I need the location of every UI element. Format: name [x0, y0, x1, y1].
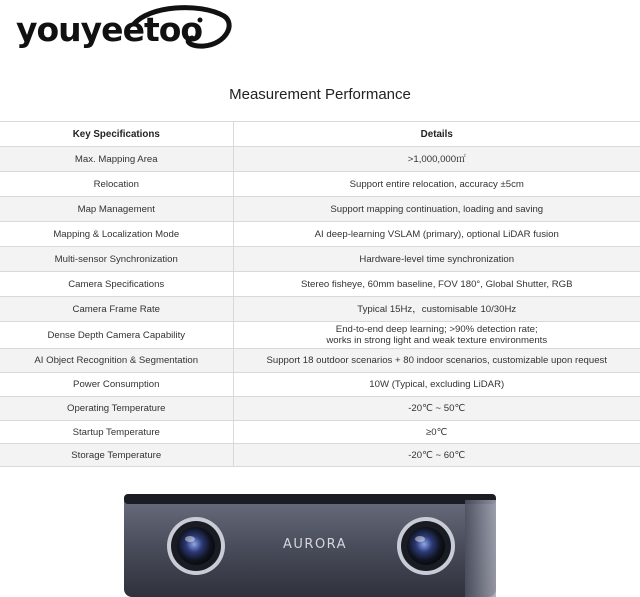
row-key: Camera Frame Rate	[0, 297, 233, 322]
brand-logo	[14, 4, 234, 62]
spec-table	[0, 121, 640, 467]
row-key: Mapping & Localization Mode	[0, 222, 233, 247]
row-key: Multi-sensor Synchronization	[0, 247, 233, 272]
row-value: Typical 15Hz，customisable 10/30Hz	[233, 297, 640, 322]
row-value: >1,000,000㎡	[233, 147, 640, 172]
row-key: Relocation	[0, 172, 233, 197]
logo-text: youyeetoo	[16, 10, 203, 49]
row-value: 10W (Typical, excluding LiDAR)	[233, 373, 640, 397]
row-value: Support entire relocation, accuracy ±5cm	[233, 172, 640, 197]
device-brand-label: AURORA	[283, 537, 348, 552]
row-value: ≥0℃	[233, 421, 640, 444]
row-key: Max. Mapping Area	[0, 147, 233, 172]
table-row	[0, 222, 640, 247]
table-row	[0, 197, 640, 222]
row-value: Support 18 outdoor scenarios + 80 indoor scenarios, customizable upon request	[233, 349, 640, 373]
row-key: Dense Depth Camera Capability	[0, 322, 233, 349]
row-value: -20℃ ~ 60℃	[233, 444, 640, 467]
row-value: Support mapping continuation, loading and saving	[233, 197, 640, 222]
table-row	[0, 172, 640, 197]
row-value-line-1: End-to-end deep learning; >90% detection rate;	[335, 324, 538, 335]
table-header-row	[0, 122, 640, 147]
row-key: Startup Temperature	[0, 421, 233, 444]
row-key: Power Consumption	[0, 373, 233, 397]
row-key: AI Object Recognition & Segmentation	[0, 349, 233, 373]
row-key: Map Management	[0, 197, 233, 222]
header-key-specifications: Key Specifications	[0, 122, 233, 147]
table-row	[0, 297, 640, 322]
table-row	[0, 349, 640, 373]
row-key: Camera Specifications	[0, 272, 233, 297]
table-row	[0, 322, 640, 349]
row-value: Stereo fisheye, 60mm baseline, FOV 180°, Global Shutter, RGB	[233, 272, 640, 297]
right-lens	[397, 517, 455, 575]
row-key: Operating Temperature	[0, 397, 233, 421]
table-row	[0, 373, 640, 397]
header-details: Details	[233, 122, 640, 147]
row-value	[233, 322, 640, 349]
table-row	[0, 272, 640, 297]
section-title: Measurement Performance	[229, 86, 411, 103]
row-key: Storage Temperature	[0, 444, 233, 467]
table-row	[0, 147, 640, 172]
table-row	[0, 421, 640, 444]
row-value-line-2: works in strong light and weak texture environments	[326, 335, 548, 346]
row-value: Hardware-level time synchronization	[233, 247, 640, 272]
table-row	[0, 247, 640, 272]
table-row	[0, 397, 640, 421]
row-value: -20℃ ~ 50℃	[233, 397, 640, 421]
table-row	[0, 444, 640, 467]
row-value: AI deep-learning VSLAM (primary), optional LiDAR fusion	[233, 222, 640, 247]
left-lens	[167, 517, 225, 575]
